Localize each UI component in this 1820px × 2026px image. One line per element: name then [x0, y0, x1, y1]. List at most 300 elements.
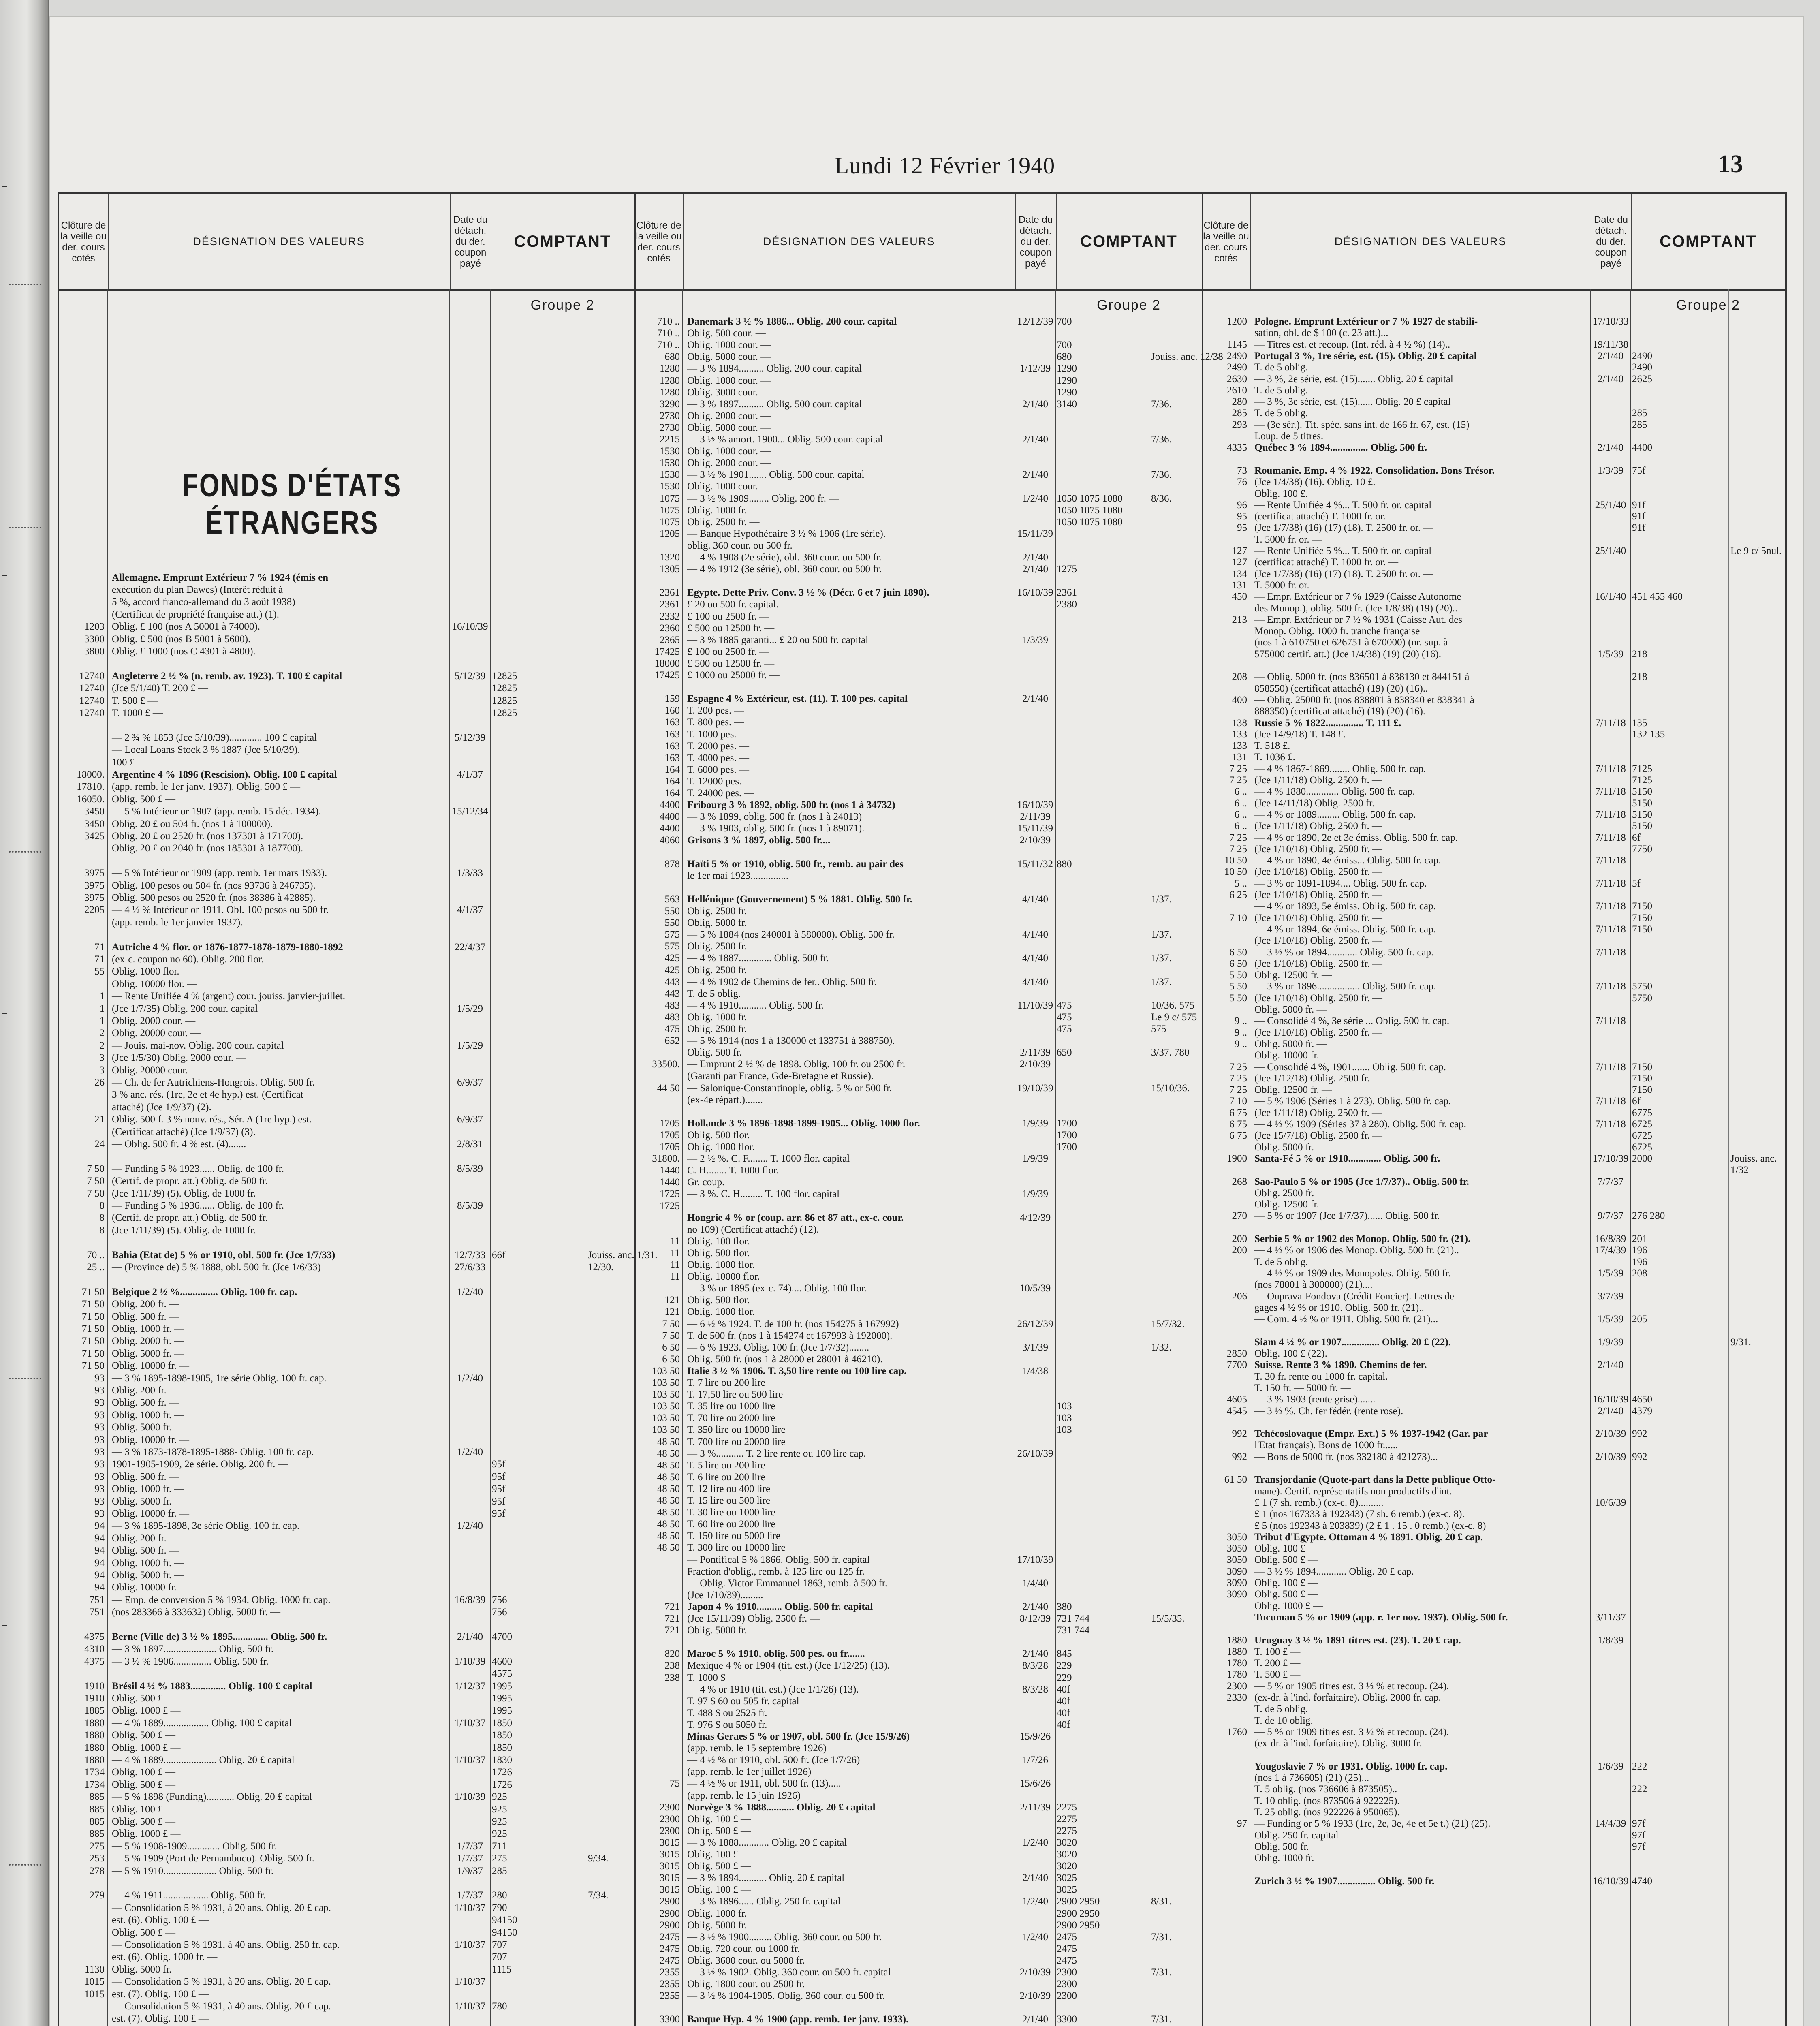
quotation-line — [59, 1385, 634, 1397]
security-designation: T. 24000 pes. — — [687, 788, 754, 799]
coupon-date: 2/1/40 — [1598, 350, 1623, 361]
coupon-date: 8/3/28 — [1022, 1684, 1048, 1695]
cash-price: 95f — [492, 1459, 506, 1470]
quotation-line — [1202, 1199, 1785, 1211]
quotation-line — [634, 893, 1202, 906]
previous-close: 138 — [1232, 717, 1247, 729]
coupon-date: 2/10/39 — [1595, 1428, 1626, 1440]
quotation-line — [59, 1496, 634, 1508]
cash-price: 201 — [1632, 1233, 1647, 1244]
security-designation: Minas Geraes 5 % or 1907, obl. 500 fr. (Jce 15/9/26) — [687, 1731, 910, 1742]
coupon-date: 8/5/39 — [457, 1200, 483, 1211]
previous-close: 1885 — [84, 1705, 105, 1716]
quotation-line — [1202, 1726, 1785, 1738]
previous-close: 10 50 — [1224, 866, 1247, 878]
quotation-line — [59, 1397, 634, 1409]
previous-close: 680 — [664, 351, 680, 363]
quotation-line — [634, 1966, 1202, 1979]
coupon-date: 1/10/37 — [454, 1976, 486, 1988]
previous-close: 97 — [1237, 1818, 1247, 1829]
security-designation: Loup. de 5 titres. — [1254, 431, 1324, 442]
previous-close: 131 — [1232, 752, 1247, 763]
coupon-date: 9/7/37 — [1598, 1210, 1623, 1222]
previous-close: 563 — [664, 893, 680, 905]
previous-close: 710 .. — [657, 316, 680, 327]
security-designation: Oblig. 10000 fr. — — [112, 1508, 189, 1519]
quotation-line — [634, 540, 1202, 552]
cash-price: 91f — [1632, 499, 1646, 511]
security-designation: (Jce 1/10/18) Oblig. 2500 fr. — — [1254, 958, 1382, 969]
quotation-line — [634, 1790, 1202, 1802]
security-designation: Mexique 4 % or 1904 (tit. est.) (Jce 1/12/25) (13). — [687, 1660, 890, 1671]
security-designation: Oblig. 1000 cour. — — [687, 375, 771, 386]
previous-close: 751 — [89, 1594, 105, 1605]
cash-price: 1275 — [1057, 564, 1077, 575]
security-designation: — 3 % 1888............ Oblig. 20 £ capital — [687, 1837, 847, 1848]
security-designation: T. 1000 $ — [687, 1672, 726, 1683]
groupe-label: Groupe 2 — [1676, 297, 1740, 313]
coupon-date: 1/9/39 — [1022, 1118, 1048, 1129]
quotation-line — [1202, 751, 1785, 763]
quotation-line — [1202, 1485, 1785, 1498]
quotation-line — [634, 1542, 1202, 1554]
coupon-date: 19/10/39 — [1017, 1082, 1053, 1094]
security-designation: — 3 %, 3e série, est. (15)...... Oblig. 20 £ capital — [1254, 396, 1451, 408]
security-designation: (app. remb. le 1er juillet 1926) — [687, 1766, 812, 1778]
coupon-date: 15/12/34 — [452, 806, 488, 817]
quotation-line — [59, 1225, 634, 1237]
security-designation: — Bons de 5000 fr. (nos 332180 à 421273)... — [1254, 1451, 1438, 1462]
quotation-line — [1202, 1783, 1785, 1795]
quotation-line — [59, 1421, 634, 1434]
coupon-date: 17/10/39 — [1592, 1153, 1629, 1164]
previous-close: 48 50 — [657, 1436, 680, 1447]
quotation-line — [634, 1495, 1202, 1507]
coupon-date: 2/1/40 — [1022, 564, 1048, 575]
table-column-3 — [1202, 194, 1785, 2026]
security-designation: gages 4 ½ % or 1910. Oblig. 500 fr. (21).. — [1254, 1302, 1424, 1313]
security-designation: — Consolidation 5 % 1931, à 40 ans. Oblig. 20 £ cap. — [112, 2001, 331, 2012]
security-designation: 575000 certif. att.) (Jce 1/4/38) (19) (20) (16). — [1254, 648, 1441, 660]
previous-close: 2361 — [660, 599, 680, 610]
coupon-date: 16/10/39 — [1592, 1875, 1629, 1887]
previous-close: 1780 — [1227, 1658, 1247, 1669]
security-designation: — Rente Unifiée 4 %... T. 500 fr. or. capital — [1254, 499, 1432, 511]
quotation-line — [1202, 1543, 1785, 1555]
previous-close: 1880 — [84, 1742, 105, 1753]
security-designation: Oblig. 5000 cour. — — [687, 351, 771, 363]
quotation-line — [1202, 671, 1785, 683]
cash-price: 97f — [1632, 1829, 1646, 1841]
security-designation: Oblig. 5000 fr. — [687, 1919, 747, 1931]
previous-close: 103 50 — [652, 1424, 680, 1436]
security-designation: 5 %, accord franco-allemand du 3 août 1938) — [112, 596, 295, 608]
previous-close: 7 50 — [87, 1175, 105, 1187]
security-designation: — 6 % 1923. Oblig. 100 fr. (Jce 1/7/32)........ — [687, 1342, 869, 1353]
previous-close: 6 50 — [1229, 958, 1247, 969]
coupon-date: 5/12/39 — [454, 670, 486, 682]
cash-price: 2475 — [1057, 1931, 1077, 1943]
quotation-line — [1202, 809, 1785, 821]
security-designation: Oblig. 200 fr. — — [112, 1532, 179, 1544]
security-designation: 858550) (certificat attaché) (19) (20) (16).. — [1254, 683, 1428, 694]
coupon-date: 1/9/39 — [1022, 1188, 1048, 1200]
security-designation: Oblig. 1000 fr. — — [112, 1557, 184, 1569]
quotation-line — [634, 1247, 1202, 1259]
security-designation: Oblig. 1000 flor. — [687, 1259, 755, 1270]
coupon-date: 8/3/28 — [1022, 1660, 1048, 1671]
security-designation: Oblig. 1000 cour. — — [687, 446, 771, 457]
quotation-line — [1202, 361, 1785, 374]
quotation-line — [634, 905, 1202, 917]
quotation-line — [1202, 1038, 1785, 1050]
side-note: Le 9 c/ 575 — [1151, 1011, 1197, 1023]
coupon-date: 7/11/18 — [1595, 763, 1626, 774]
quotation-line — [59, 1804, 634, 1816]
security-designation: (nos 1 à 610750 et 626751 à 670000) (nr. sup. à — [1254, 637, 1448, 648]
coupon-date: 16/1/40 — [1595, 591, 1626, 603]
quotation-line — [1202, 1176, 1785, 1188]
quotation-line — [634, 398, 1202, 410]
previous-close: 5 50 — [1229, 992, 1247, 1004]
previous-close: 1530 — [660, 481, 680, 492]
quotation-line — [634, 1188, 1202, 1200]
quotation-line — [1202, 453, 1785, 466]
quotation-line — [634, 681, 1202, 693]
security-designation: T. 200 pes. — — [687, 705, 744, 716]
previous-close: 4335 — [1227, 442, 1247, 453]
previous-close: 31800. — [652, 1153, 680, 1165]
quotation-line — [634, 1353, 1202, 1366]
quotation-line — [634, 917, 1202, 929]
security-designation: — 5 % Intérieur or 1909 (app. remb. 1er mars 1933). — [112, 868, 327, 879]
security-designation: — 4 % or 1894, 6e émiss. Oblig. 500 fr. cap. — [1254, 923, 1436, 935]
quotation-line — [634, 1318, 1202, 1330]
previous-close: 7 25 — [1229, 832, 1247, 843]
previous-close: 4060 — [660, 835, 680, 846]
coupon-date: 1/12/37 — [454, 1680, 486, 1692]
previous-close: 3975 — [84, 880, 105, 891]
quotation-line — [634, 1990, 1202, 2002]
previous-close: 1 — [99, 1003, 105, 1014]
previous-close: 5 50 — [1229, 970, 1247, 981]
previous-close: 93 — [94, 1459, 105, 1470]
cash-price: 7125 — [1632, 763, 1652, 774]
security-designation: l'Etat français). Bons de 1000 fr...... — [1254, 1440, 1398, 1451]
previous-close: 1760 — [1227, 1726, 1247, 1737]
previous-close: 8 — [99, 1200, 105, 1211]
security-designation: Oblig. 5000 fr. — — [687, 1625, 760, 1636]
previous-close: 3015 — [660, 1861, 680, 1872]
quotation-line — [59, 1927, 634, 1939]
quotation-line — [1202, 1371, 1785, 1383]
previous-close: 1 — [99, 1015, 105, 1026]
quotation-line — [1202, 717, 1785, 729]
quotation-line — [1202, 1141, 1785, 1154]
previous-close: 7 50 — [662, 1318, 680, 1329]
quotation-line — [634, 1094, 1202, 1106]
coupon-date: 2/1/40 — [1022, 552, 1048, 563]
cash-price: 1830 — [492, 1755, 512, 1765]
quotation-line — [59, 1889, 634, 1902]
security-designation: — 4 ½ % or 1910, obl. 500 fr. (Jce 1/7/26) — [687, 1755, 860, 1766]
security-designation: Gr. coup. — [687, 1177, 725, 1188]
security-designation: T. 5 oblig. (nos 736606 à 873505).. — [1254, 1784, 1397, 1795]
security-designation: Oblig. 5000 fr. — — [112, 1422, 184, 1433]
cash-price: 650 — [1057, 1047, 1072, 1058]
security-designation: exécution du plan Dawes) (Intérêt réduit à — [112, 584, 283, 595]
previous-close: 721 — [664, 1625, 680, 1636]
side-note: 15/7/32. — [1151, 1318, 1185, 1329]
quotation-line — [634, 1896, 1202, 1908]
coupon-date: 15/6/26 — [1019, 1778, 1051, 1789]
coupon-date: 26/10/39 — [1017, 1448, 1053, 1459]
security-designation: — Emprunt 2 ½ % de 1898. Oblig. 100 fr. ou 2500 fr. — [687, 1059, 906, 1070]
quotation-line — [1202, 1256, 1785, 1268]
coupon-date: 26/12/39 — [1017, 1318, 1053, 1329]
security-designation: T. de 5 oblig. — [1254, 1703, 1308, 1715]
security-designation: Oblig. 100 £ (22). — [1254, 1348, 1327, 1359]
cash-price: 475 — [1057, 1024, 1072, 1034]
previous-close: 7 10 — [1229, 912, 1247, 923]
coupon-date: 1/2/40 — [1022, 1931, 1048, 1943]
side-note: 3/37. 780 — [1151, 1047, 1190, 1058]
cash-price: 2300 — [1057, 1990, 1077, 2002]
security-designation: £ 500 ou 12500 fr. — — [687, 622, 775, 634]
security-designation: Oblig. 1000 fr. — [687, 1011, 747, 1023]
security-designation: Oblig. 500 flor. — [687, 1247, 750, 1259]
quotation-line — [634, 1047, 1202, 1059]
quotation-line — [634, 1707, 1202, 1719]
quotation-line — [59, 670, 634, 682]
quotation-line — [59, 1557, 634, 1569]
security-designation: — 5 % 1910..................... Oblig. 500 fr. — [112, 1865, 274, 1876]
security-designation: mane). Certif. représentatifs non productifs d'int. — [1254, 1485, 1452, 1497]
cash-price: 97f — [1632, 1818, 1646, 1829]
previous-close: 1280 — [660, 375, 680, 386]
quotation-line — [634, 339, 1202, 351]
groupe-label: Groupe 2 — [1097, 297, 1161, 313]
security-designation: Oblig. 500 flor. — [687, 1295, 750, 1306]
coupon-date: 1/10/37 — [454, 1717, 486, 1729]
quotation-line — [634, 1872, 1202, 1884]
security-designation: T. de 5 oblig. — [687, 988, 741, 999]
coupon-date: 2/1/40 — [1598, 1405, 1623, 1417]
quotation-line — [634, 551, 1202, 564]
previous-close: 1015 — [84, 1976, 105, 1988]
security-designation: — 3 ½ % 1909........ Oblig. 200 fr. — — [687, 493, 839, 504]
cash-price: 91f — [1632, 522, 1646, 534]
coupon-date: 2/1/40 — [1598, 1359, 1623, 1371]
security-designation: T. 6 lire ou 200 lire — [687, 1471, 765, 1483]
previous-close: 17425 — [654, 670, 680, 681]
security-designation: £ 100 ou 2500 fr. — — [687, 611, 769, 622]
previous-close: 103 50 — [652, 1389, 680, 1400]
quotation-line — [59, 707, 634, 719]
quotation-line — [59, 818, 634, 830]
quotation-line — [634, 516, 1202, 528]
previous-close: 5 .. — [1234, 878, 1247, 889]
previous-close: 70 .. — [87, 1249, 105, 1261]
previous-close: 2730 — [660, 410, 680, 421]
security-designation: Uruguay 3 ½ % 1891 titres est. (23). T. 20 £ cap. — [1254, 1635, 1461, 1646]
quotation-line — [59, 1261, 634, 1274]
security-designation: £ 500 ou 12500 fr. — — [687, 658, 775, 669]
previous-close: 7 25 — [1229, 1084, 1247, 1096]
security-designation: — Consolidation 5 % 1931, à 40 ans. Oblig. 250 fr. cap. — [112, 1939, 340, 1950]
header-date-coupon: Date du détach. du der. coupon payé — [1591, 194, 1632, 289]
security-designation: (Jce 1/10/18) Oblig. 2500 fr. — — [1254, 992, 1382, 1004]
coupon-date: 2/10/39 — [1595, 1451, 1626, 1462]
previous-close: 2300 — [660, 1802, 680, 1813]
previous-close: 4545 — [1227, 1405, 1247, 1417]
previous-close: 2 — [99, 1028, 105, 1039]
previous-close: 253 — [89, 1853, 105, 1864]
previous-close: 238 — [664, 1660, 680, 1671]
coupon-date: 1/10/37 — [454, 2001, 486, 2012]
quotation-line — [59, 1298, 634, 1310]
quotation-line — [634, 316, 1202, 328]
previous-close: 3090 — [1227, 1577, 1247, 1588]
security-designation: Tucuman 5 % or 1909 (app. r. 1er nov. 1937). Oblig. 500 fr. — [1254, 1611, 1508, 1623]
quotation-line — [634, 457, 1202, 469]
coupon-date: 7/11/18 — [1595, 809, 1626, 820]
quotation-line — [634, 1577, 1202, 1590]
quotation-line — [634, 504, 1202, 517]
quotation-line — [59, 1237, 634, 1249]
cash-price: 2275 — [1057, 1813, 1077, 1825]
security-designation: 3 % anc. rés. (1re, 2e et 4e hyp.) est. (Certificat — [112, 1089, 303, 1101]
quotation-line — [59, 1619, 634, 1631]
header-date-coupon: Date du détach. du der. coupon payé — [1015, 194, 1057, 289]
previous-close: 2730 — [660, 422, 680, 433]
quotation-line — [59, 1545, 634, 1557]
quotation-line — [1202, 1164, 1785, 1176]
quotation-line — [1202, 1692, 1785, 1704]
previous-close: 9 .. — [1234, 1027, 1247, 1038]
security-designation: (Jce 1/7/38) (16) (17) (18). T. 2500 fr. or. — — [1254, 568, 1433, 579]
security-designation: (Jce 1/7/35) Oblig. 200 cour. capital — [112, 1003, 258, 1014]
security-designation: Zurich 3 ½ % 1907............... Oblig. 500 fr. — [1254, 1875, 1435, 1887]
security-designation: — 3 ½ % 1906............... Oblig. 500 fr. — [112, 1656, 269, 1667]
security-designation: (Jce 1/12/18) Oblig. 2500 fr. — — [1254, 1073, 1382, 1084]
quotation-line — [634, 1058, 1202, 1071]
security-designation: Oblig. 1800 cour. ou 2500 fr. — [687, 1979, 805, 1990]
cash-price: 4575 — [492, 1668, 512, 1680]
section-title: FONDS D'ÉTATS ÉTRANGERS — [182, 466, 402, 541]
coupon-date: 7/11/18 — [1595, 878, 1626, 889]
cash-price: 1115 — [492, 1964, 512, 1975]
security-designation: — Pontifical 5 % 1866. Oblig. 500 fr. capital — [687, 1554, 870, 1565]
previous-close: 2355 — [660, 1979, 680, 1990]
security-designation: Oblig. 1000 cour. — — [687, 340, 771, 351]
quotation-line — [1202, 1737, 1785, 1750]
previous-close: 48 50 — [657, 1483, 680, 1494]
security-designation: Japon 4 % 1910.......... Oblig. 500 fr. capital — [687, 1601, 873, 1612]
previous-close: 103 50 — [652, 1365, 680, 1376]
previous-close: 163 — [664, 729, 680, 740]
security-designation: Danemark 3 ½ % 1886... Oblig. 200 cour. capital — [687, 316, 897, 327]
security-designation: — 3 % 1894........... Oblig. 20 £ capital — [687, 1872, 845, 1884]
previous-close: 7 25 — [1229, 843, 1247, 855]
cash-price: 2475 — [1057, 1943, 1077, 1954]
quotation-line — [59, 757, 634, 769]
previous-close: 7 50 — [87, 1163, 105, 1174]
coupon-date: 2/10/39 — [1019, 1059, 1051, 1070]
security-designation: £ 1 (7 sh. remb.) (ex-c. 8).......... — [1254, 1497, 1384, 1508]
security-designation: — Oblig. 25000 fr. (nos 838801 à 838340 et 838341 à — [1254, 694, 1475, 705]
previous-close: 1780 — [1227, 1669, 1247, 1680]
previous-close: 425 — [664, 953, 680, 964]
quotation-line — [634, 1424, 1202, 1436]
security-designation: — 3 % 1895-1898, 3e série Oblig. 100 fr. cap. — [112, 1520, 300, 1532]
cash-price: 12825 — [492, 695, 517, 706]
cash-price: 3300 — [1057, 2014, 1077, 2025]
quotation-line — [59, 1138, 634, 1150]
quotation-line — [634, 1802, 1202, 1814]
security-designation: (app. remb. le 15 septembre 1926) — [687, 1743, 827, 1754]
cash-price: 475 — [1057, 1000, 1072, 1011]
quotation-line — [59, 781, 634, 793]
security-designation: Portugal 3 %, 1re série, est. (15). Oblig. 20 £ capital — [1254, 350, 1477, 361]
quotation-line — [634, 776, 1202, 788]
quotation-line — [59, 1052, 634, 1064]
quotation-line — [59, 584, 634, 596]
previous-close: 4605 — [1227, 1394, 1247, 1405]
previous-close: 3015 — [660, 1837, 680, 1848]
quotation-line — [634, 858, 1202, 870]
security-designation: Belgique 2 ½ %............... Oblig. 100 fr. cap. — [112, 1286, 297, 1297]
security-designation: Tribut d'Egypte. Ottoman 4 % 1891. Oblig. 20 £ cap. — [1254, 1531, 1483, 1543]
coupon-date: 2/1/40 — [1022, 469, 1048, 481]
coupon-date: 4/12/39 — [1019, 1212, 1051, 1223]
security-designation: (ex-c. coupon no 60). Oblig. 200 flor. — [112, 954, 264, 965]
previous-close: 7 10 — [1229, 1096, 1247, 1107]
security-designation: Oblig. 5000 fr. — — [112, 1570, 184, 1581]
security-designation: — 4 ½ % or 1909 des Monopoles. Oblig. 500 fr. — [1254, 1267, 1451, 1279]
cash-price: 91f — [1632, 511, 1646, 522]
security-designation: (Jce 1/4/38) (16). Oblig. 10 £. — [1254, 477, 1376, 488]
quotation-line — [634, 469, 1202, 481]
security-designation: est. (6). Oblig. 100 £ — — [112, 1915, 209, 1926]
quotation-line — [1202, 1669, 1785, 1681]
coupon-date: 1/2/40 — [457, 1447, 483, 1458]
quotation-line — [634, 1365, 1202, 1377]
side-note: 7/36. — [1151, 469, 1172, 481]
quotation-line — [634, 1613, 1202, 1625]
quotation-line — [1202, 1417, 1785, 1429]
coupon-date: 2/1/40 — [1598, 373, 1623, 385]
quotation-line — [59, 1532, 634, 1545]
previous-close: 55 — [94, 966, 105, 977]
quotation-line — [634, 811, 1202, 823]
coupon-date: 1/7/37 — [457, 1840, 483, 1852]
cash-price: 4740 — [1632, 1875, 1652, 1887]
security-designation: (Jce 1/10/18) Oblig. 2500 fr. — — [1254, 935, 1382, 947]
cash-price: 1726 — [492, 1779, 512, 1790]
coupon-date: 2/1/40 — [457, 1631, 483, 1642]
quotation-line — [1202, 855, 1785, 867]
security-designation: Oblig. 5000 fr. — — [112, 1496, 184, 1507]
previous-close: 278 — [89, 1865, 105, 1876]
previous-close: 2365 — [660, 634, 680, 645]
previous-close: 127 — [1232, 557, 1247, 568]
quotation-line — [1202, 1049, 1785, 1062]
previous-close: 280 — [1232, 396, 1247, 408]
side-note: Jouiss. anc. — [1730, 1153, 1777, 1164]
quotation-line — [59, 904, 634, 916]
quotation-line — [59, 658, 634, 670]
